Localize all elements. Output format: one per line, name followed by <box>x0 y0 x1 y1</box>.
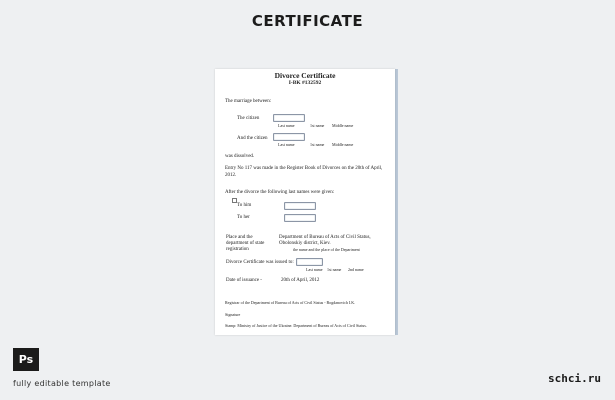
citizen-firstname-caption: 1st name <box>310 123 325 128</box>
place-value-line-2: Obolonskiy district, Kiev. <box>279 241 331 246</box>
and-citizen-label: And the citizen <box>237 136 268 141</box>
stamp-text: Stamp: Ministry of Justice of the Ukraine. Department of Bureau of Acts of Civil Status. <box>225 323 367 328</box>
and-citizen-firstname-caption: 1st name <box>310 142 325 147</box>
registrar-text: Registrar of the Department of Bureau of Acts of Civil Status - Bogdanovich I.K. <box>225 300 356 305</box>
date-of-issuance-value: 20th of April, 2012 <box>281 278 320 283</box>
issued-secondname-caption: 2nd name <box>348 267 364 272</box>
document-serial: I-BK #132592 <box>288 80 322 86</box>
place-value-line-1: Department of Bureau of Acts of Civil Status, <box>279 235 371 240</box>
citizen-label: The citizen <box>237 116 260 121</box>
issued-lastname-caption: Last name <box>306 267 323 272</box>
place-label-line-2: department of state <box>226 241 265 246</box>
dissolved-text: was dissolved. <box>225 154 255 159</box>
after-divorce-text: After the divorce the following last names were given: <box>225 190 335 195</box>
and-citizen-lastname-caption: Last name <box>278 142 295 147</box>
citizen-name-field[interactable] <box>273 114 305 122</box>
certificate-document <box>215 69 395 335</box>
marriage-between-text: The marriage between: <box>225 99 272 104</box>
place-value-caption: the name and the place of the Department <box>293 247 360 252</box>
signature-label: Signature <box>225 312 241 317</box>
document-edge <box>395 69 398 335</box>
to-her-field[interactable] <box>284 214 316 222</box>
document-title: Divorce Certificate <box>274 71 336 80</box>
place-label-line-1: Place and the <box>226 235 253 240</box>
photoshop-logo-icon: Ps <box>13 348 39 371</box>
issued-to-label: Divorce Certificate was issued to: <box>226 260 294 265</box>
entry-line-1: Entry No 117 was made in the Register Book of Divorces on the 20th of April, <box>225 166 383 171</box>
place-label-line-3: registration <box>226 247 249 252</box>
to-him-label: To him <box>237 203 252 208</box>
and-citizen-name-field[interactable] <box>273 133 305 141</box>
date-of-issuance-label: Date of issuance - <box>226 278 262 283</box>
entry-line-2: 2012. <box>225 173 237 178</box>
to-him-field[interactable] <box>284 202 316 210</box>
template-tagline: fully editable template <box>13 379 111 388</box>
to-her-label: To her <box>237 215 250 220</box>
issued-to-field[interactable] <box>296 258 323 266</box>
brand-link[interactable]: schci.ru <box>548 372 601 385</box>
issued-firstname-caption: 1st name <box>327 267 342 272</box>
page-title: CERTIFICATE <box>251 12 364 30</box>
citizen-middlename-caption: Middle name <box>332 123 354 128</box>
citizen-lastname-caption: Last name <box>278 123 295 128</box>
and-citizen-middlename-caption: Middle name <box>332 142 354 147</box>
